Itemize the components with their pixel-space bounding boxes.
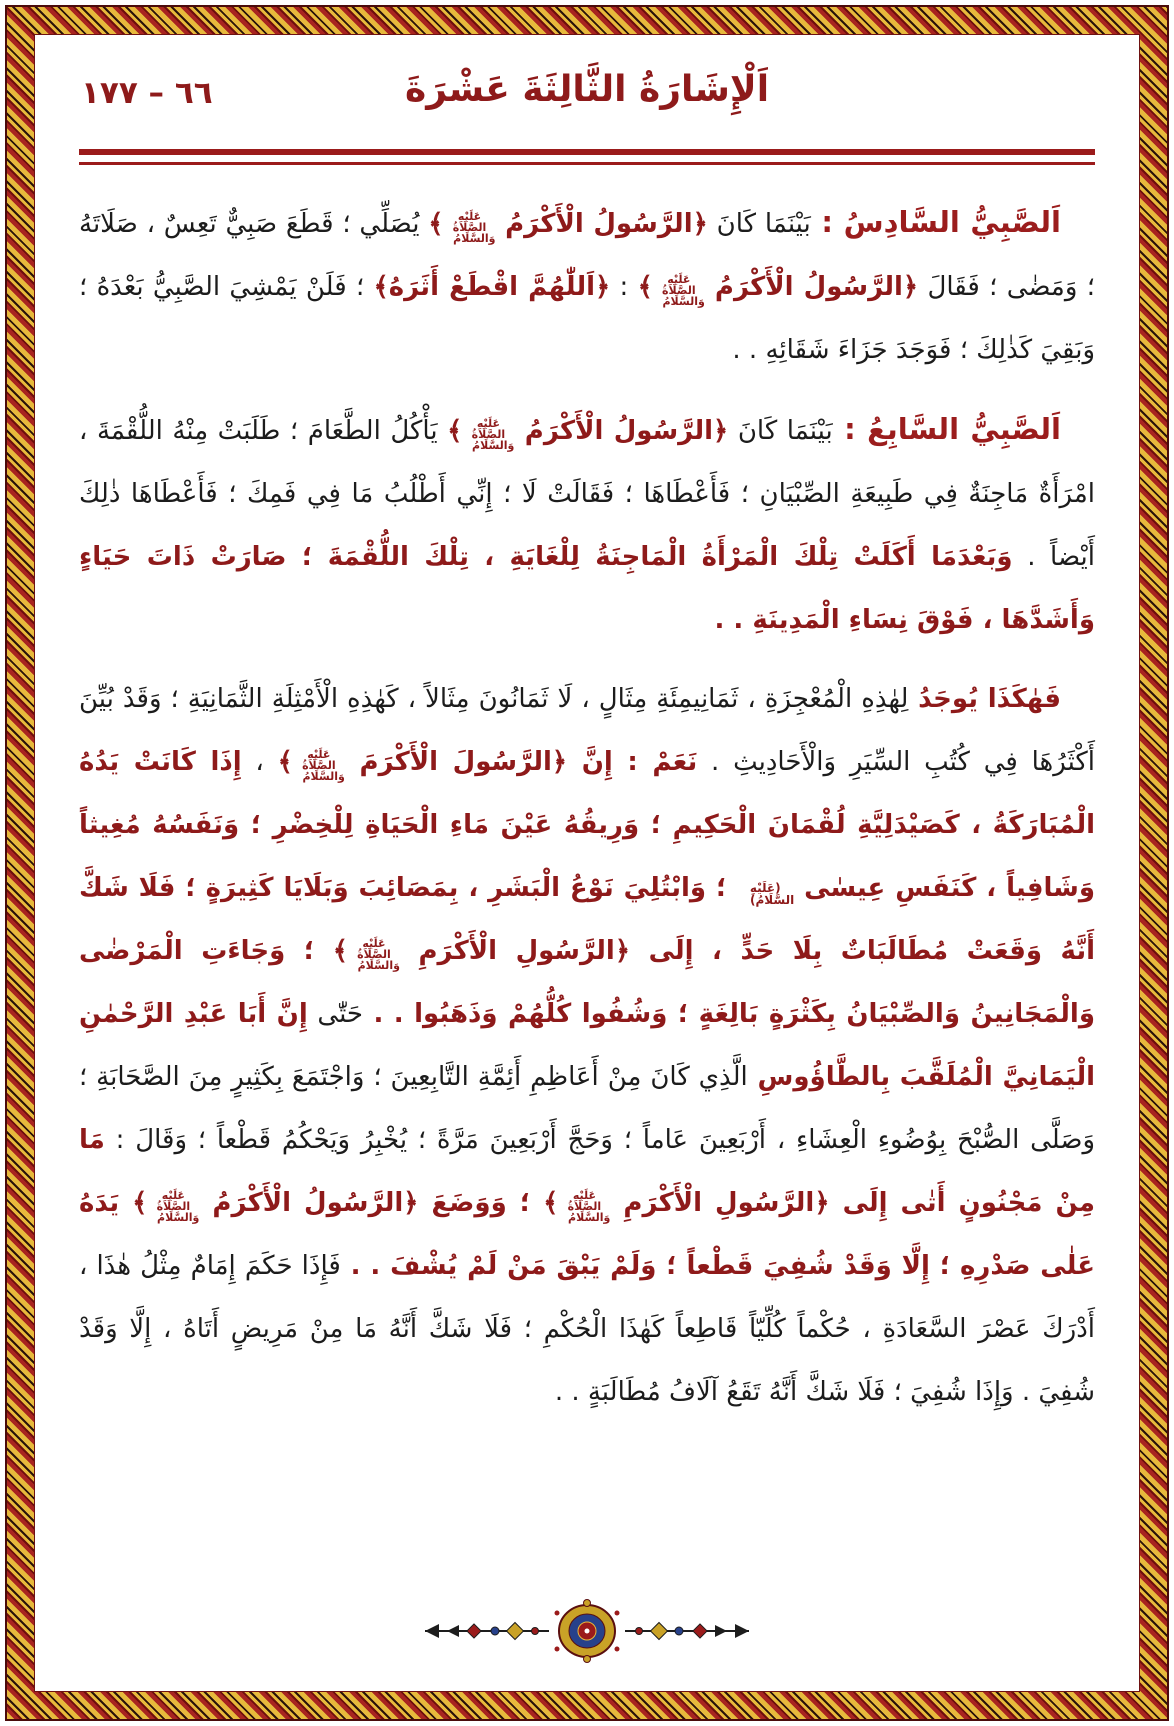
text-segment: يَأْكُلُ الطَّعَامَ ؛ طَلَبَتْ مِنْهُ اللُّقْمَةَ ، امْرَأَةٌ مَاجِنَةٌ فِي طَبِيعَةِ الصِّبْيَانِ ؛ فَأَعْطَاهَا ؛ فَقَالَتْ لَا ؛ إِنِّي أَطْلُبُ مَا فِي فَمِكَ ؛ فَأَعْطَاهَا ذٰلِكَ أَيْضاً . bbox=[79, 416, 1095, 572]
honorific-ligature: عَلَيْهِ الصَّلَاةُ وَالسَّلَامُ bbox=[156, 1189, 200, 1224]
text-segment: ﴾ bbox=[277, 747, 293, 777]
text-segment: ﴿الرَّسُولُ الْأَكْرَمُ bbox=[514, 416, 729, 446]
ornamental-border bbox=[5, 5, 1169, 1721]
honorific-ligature: عَلَيْهِ الصَّلَاةُ وَالسَّلَامُ bbox=[302, 748, 345, 783]
text-segment: حَتّٰى bbox=[307, 999, 363, 1029]
text-segment: اَلصَّبِيُّ السَّابِعُ : bbox=[832, 412, 1061, 446]
text-segment: بَيْنَمَا كَانَ bbox=[728, 416, 833, 446]
text-segment: ﴿الرَّسُولُ الْأَكْرَمُ bbox=[199, 1188, 419, 1218]
text-segment: ، bbox=[241, 747, 278, 777]
text-segment: ؛ وَجَاءَتِ الْمَرْضٰى وَالْمَجَانِينُ وَالصِّبْيَانُ بِكَثْرَةٍ بَالِغَةٍ ؛ وَشُفُوا كُلُّهُمْ وَذَهَبُوا . . bbox=[79, 936, 1095, 1029]
honorific-ligature: عَلَيْهِ الصَّلَاةُ وَالسَّلَامُ bbox=[567, 1189, 611, 1224]
text-segment: ﴾ bbox=[447, 416, 463, 446]
header-divider-rules bbox=[79, 149, 1095, 165]
honorific-ligature: عَلَيْهِ الصَّلَاةُ وَالسَّلَامُ bbox=[357, 937, 400, 972]
honorific-ligature: عَلَيْهِ الصَّلَاةُ وَالسَّلَامُ bbox=[662, 273, 705, 308]
text-segment: ﴾ bbox=[637, 272, 653, 302]
paragraph bbox=[79, 668, 1095, 1424]
text-segment: مَا مِنْ مَجْنُونٍ أَتٰى إِلَى bbox=[79, 1125, 1095, 1218]
text-segment: بَيْنَمَا كَانَ bbox=[707, 209, 811, 239]
honorific-ligature: (عَلَيْهِ السَّلَامُ) bbox=[749, 881, 795, 907]
text-segment: لِهٰذِهِ الْمُعْجِزَةِ ، ثَمَانِيمِئَةِ مِثَالٍ ، لَا ثَمَانُونَ مِثَالاً ، كَهٰذِهِ الْأَمْثِلَةِ الثَّمَانِيَةِ ؛ وَقَدْ بُيِّنَ أَكْثَرُهَا فِي كُتُبِ السِّيَرِ وَالْأَحَادِيثِ . bbox=[79, 684, 1096, 777]
text-segment: ﴿الرَّسُولَ الْأَكْرَمَ bbox=[344, 747, 568, 777]
text-segment: إِذَا كَانَتْ يَدُهُ الْمُبَارَكَةُ ، كَصَيْدَلِيَّةِ لُقْمَانَ الْحَكِيمِ ؛ وَرِيقُهُ عَيْنَ مَاءِ الْحَيَاةِ لِلْخِضْرِ ؛ وَنَفَسُهُ مُغِيثاً وَشَافِياً ، كَنَفَسِ عِيسٰى bbox=[79, 747, 1095, 903]
text-segment: ؛ فَلَنْ يَمْشِيَ الصَّبِيُّ بَعْدَهُ ؛ وَبَقِيَ كَذٰلِكَ ؛ فَوَجَدَ جَزَاءَ شَقَائِهِ . . bbox=[79, 272, 1095, 365]
text-segment: ؛ وَوَضَعَ bbox=[418, 1188, 544, 1218]
text-segment: إِنَّ أَبَا عَبْدِ الرَّحْمٰنِ الْيَمَانِيَّ الْمُلَقَّبَ بِالطَّاؤُوسِ bbox=[79, 999, 1095, 1092]
paragraph bbox=[79, 191, 1095, 382]
page-content bbox=[34, 34, 1140, 1692]
body-text bbox=[79, 191, 1095, 1440]
tailpiece-ornament-icon bbox=[417, 1599, 757, 1663]
text-segment: يَدَهُ عَلٰى صَدْرِهِ ؛ إِلَّا وَقَدْ شُفِيَ قَطْعاً ؛ وَلَمْ يَبْقَ مَنْ لَمْ يُشْفَ . . bbox=[79, 1188, 1095, 1281]
text-segment: فَهٰكَذَا يُوجَدُ bbox=[908, 684, 1061, 714]
text-segment: ﴿الرَّسُولِ الْأَكْرَمِ bbox=[610, 1188, 830, 1218]
honorific-ligature: عَلَيْهِ الصَّلَاةُ وَالسَّلَامُ bbox=[471, 417, 515, 452]
text-segment: فَإِذَا حَكَمَ إِمَامٌ مِثْلُ هٰذَا ، أَدْرَكَ عَصْرَ السَّعَادَةِ ، حُكْماً كُلِّيّاً قَاطِعاً كَهٰذَا الْحُكْمِ ؛ فَلَا شَكَّ أَنَّهُ مَا مِنْ مَرِيضٍ أَتَاهُ ، إِلَّا وَقَدْ شُفِيَ . وَإِذَا شُفِيَ ؛ فَلَا شَكَّ أَنَّهُ تَقَعُ آلَافُ مُطَالَبَةٍ . . bbox=[79, 1251, 1095, 1407]
tailpiece-ornament bbox=[79, 1599, 1095, 1673]
text-segment: الَّذِي كَانَ مِنْ أَعَاظِمِ أَئِمَّةِ التَّابِعِينَ ؛ وَاجْتَمَعَ بِكَثِيرٍ مِنَ الصَّحَابَةِ ؛ وَصَلَّى الصُّبْحَ بِوُضُوءِ الْعِشَاءِ ، أَرْبَعِينَ عَاماً ؛ وَحَجَّ أَرْبَعِينَ مَرَّةً ؛ يُخْبِرُ وَيَحْكُمُ قَطْعاً ؛ وَقَالَ : bbox=[79, 1062, 1095, 1155]
text-segment: ﴾ bbox=[428, 209, 444, 239]
text-segment: ﴾ bbox=[543, 1188, 559, 1218]
text-segment: ﴿الرَّسُولُ الْأَكْرَمُ bbox=[704, 272, 919, 302]
text-segment: ﴿الرَّسُولُ الْأَكْرَمُ bbox=[495, 209, 708, 239]
text-segment: ﴿اَللّٰهُمَّ اقْطَعْ أَثَرَهُ﴾ bbox=[373, 272, 611, 302]
honorific-ligature: عَلَيْهِ الصَّلَاةُ وَالسَّلَامُ bbox=[452, 210, 496, 245]
text-segment: وَبَعْدَمَا أَكَلَتْ تِلْكَ الْمَرْأَةُ الْمَاجِنَةُ لِلْغَايَةِ ، تِلْكَ اللُّقْمَةَ ؛ صَارَتْ ذَاتَ حَيَاءٍ وَأَشَدَّهَا ، فَوْقَ نِسَاءِ الْمَدِينَةِ . . bbox=[79, 542, 1095, 635]
text-segment: نَعَمْ : إِنَّ bbox=[567, 747, 698, 777]
paragraph bbox=[79, 398, 1095, 652]
text-segment: ؛ وَابْتُلِيَ نَوْعُ الْبَشَرِ ، بِمَصَائِبَ وَبَلَايَا كَثِيرَةٍ ؛ فَلَا شَكَّ أَنَّهُ وَقَعَتْ مُطَالَبَاتٌ بِلَا حَدٍّ ، إِلَى bbox=[79, 873, 1095, 966]
text-segment: : bbox=[610, 272, 638, 302]
text-segment: اَلصَّبِيُّ السَّادِسُ : bbox=[810, 205, 1061, 239]
page-header bbox=[79, 69, 1095, 133]
page-number: ٦٦ – ١٧٧ bbox=[81, 75, 213, 111]
text-segment: ﴾ bbox=[332, 936, 348, 966]
text-segment: ﴾ bbox=[132, 1188, 148, 1218]
text-segment: يُصَلِّي ؛ قَطَعَ صَبِيٌّ تَعِسٌ ، صَلَاتَهُ ؛ وَمَضٰى ؛ فَقَالَ bbox=[79, 209, 1095, 302]
text-segment: ﴿الرَّسُولِ الْأَكْرَمِ bbox=[399, 936, 631, 966]
page-title: اَلْإِشَارَةُ الثَّالِثَةَ عَشْرَةَ bbox=[404, 69, 770, 110]
